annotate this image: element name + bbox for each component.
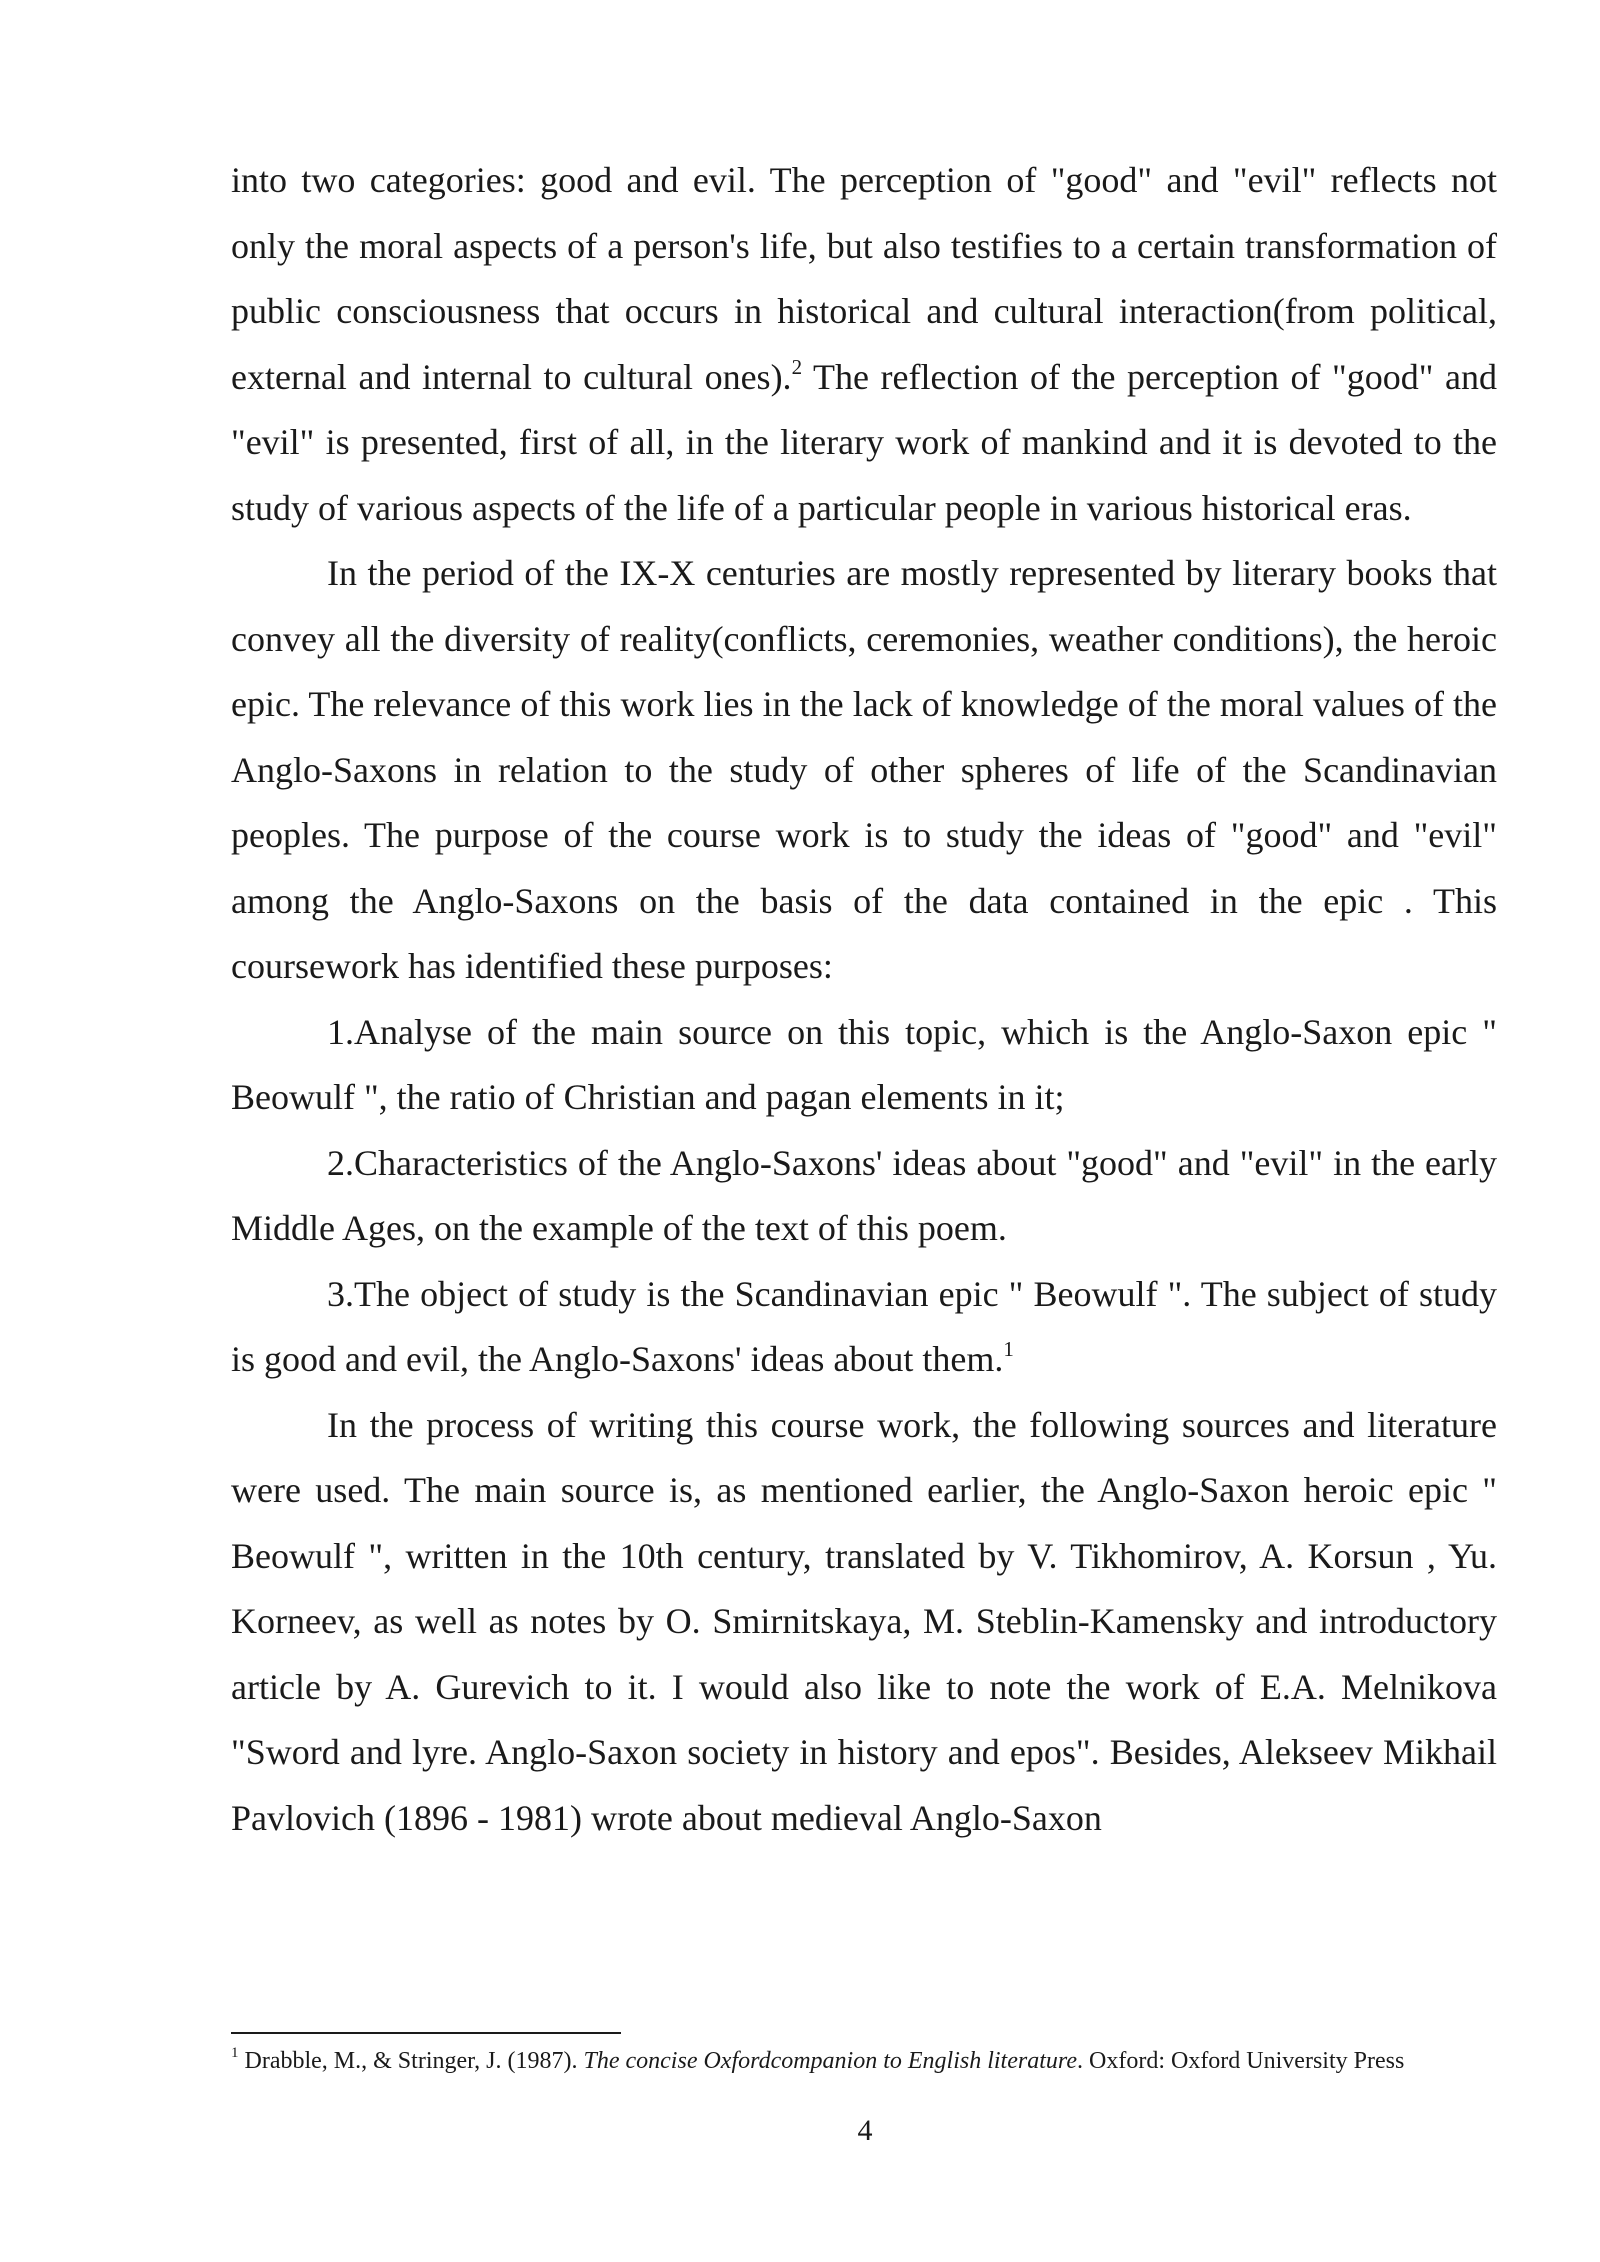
footnote-authors: Drabble, M., & Stringer, J. (1987). [238,2048,584,2074]
footnote-separator [231,2032,621,2034]
paragraph-relevance-purpose [231,541,1497,1000]
list-item-purpose-2 [231,1131,1497,1262]
paragraph-text: 2.Characteristics of the Anglo-Saxons' ideas about "good" and "evil" in the early Middle Ages, on the example of the text of this poem. [231,1142,1497,1248]
paragraph-text: 1.Analyse of the main source on this topic, which is the Anglo-Saxon epic " Beowulf ", the ratio of Christian and pagan elements in it; [231,1011,1497,1117]
body-text [231,148,1497,1851]
paragraph-text: into two categories: good and evil. The perception of "good" and "evil" reflects not only the moral aspects of a person's life, but also testifies to a certain transformation of public consciousness that occurs in historical and cultural interaction(from political, external and internal to cultural ones). [231,160,1497,397]
paragraph-text: In the process of writing this course work, the following sources and literature were used. The main source is, as mentioned earlier, the Anglo-Saxon heroic epic " Beowulf ", written in the 10th century, translated by V. Tikhomirov, A. Korsun , Yu. Korneev, as well as notes by O. Smirnitskaya, M. Steblin-Kamensky and introductory article by A. Gurevich to it. I would also like to note the work of E.A. Melnikova "Sword and lyre. Anglo-Saxon society in history and epos". Besides, Alekseev Mikhail Pavlovich (1896 - 1981) wrote about medieval Anglo-Saxon [231,1404,1497,1838]
footnote-reference[interactable]: 1 [1003,1337,1014,1361]
paragraph-sources-literature [231,1393,1497,1852]
paragraph-text: 3.The object of study is the Scandinavian epic " Beowulf ". The subject of study is good and evil, the Anglo-Saxons' ideas about them. [231,1273,1497,1379]
footnote-reference[interactable]: 2 [791,354,803,379]
footnote-title: The concise Oxfordcompanion to English literature [583,2048,1077,2074]
footnote-marker: 1 [231,2045,239,2061]
page-number: 4 [857,2114,873,2147]
footnote [231,2046,1497,2077]
list-item-purpose-3 [231,1262,1497,1393]
paragraph-text: In the period of the IX-X centuries are mostly represented by literary books that convey all the diversity of reality(conflicts, ceremonies, weather conditions), the heroic epic. The relevance of this work lies in the lack of knowledge of the moral values of the Anglo-Saxons in relation to the study of other spheres of life of the Scandinavian peoples. The purpose of the course work is to study the ideas of "good" and "evil" among the Anglo-Saxons on the basis of the data contained in the epic . This coursework has identified these purposes: [231,553,1497,986]
footnote-publisher: . Oxford: Oxford University Press [1077,2048,1405,2074]
list-item-purpose-1 [231,1000,1497,1131]
paragraph-text: The reflection of the perception of "good" and "evil" is presented, first of all, in the literary work of mankind and it is devoted to the study of various aspects of the life of a particular people in various historical eras. [231,356,1497,528]
paragraph-good-evil-perception [231,148,1497,541]
